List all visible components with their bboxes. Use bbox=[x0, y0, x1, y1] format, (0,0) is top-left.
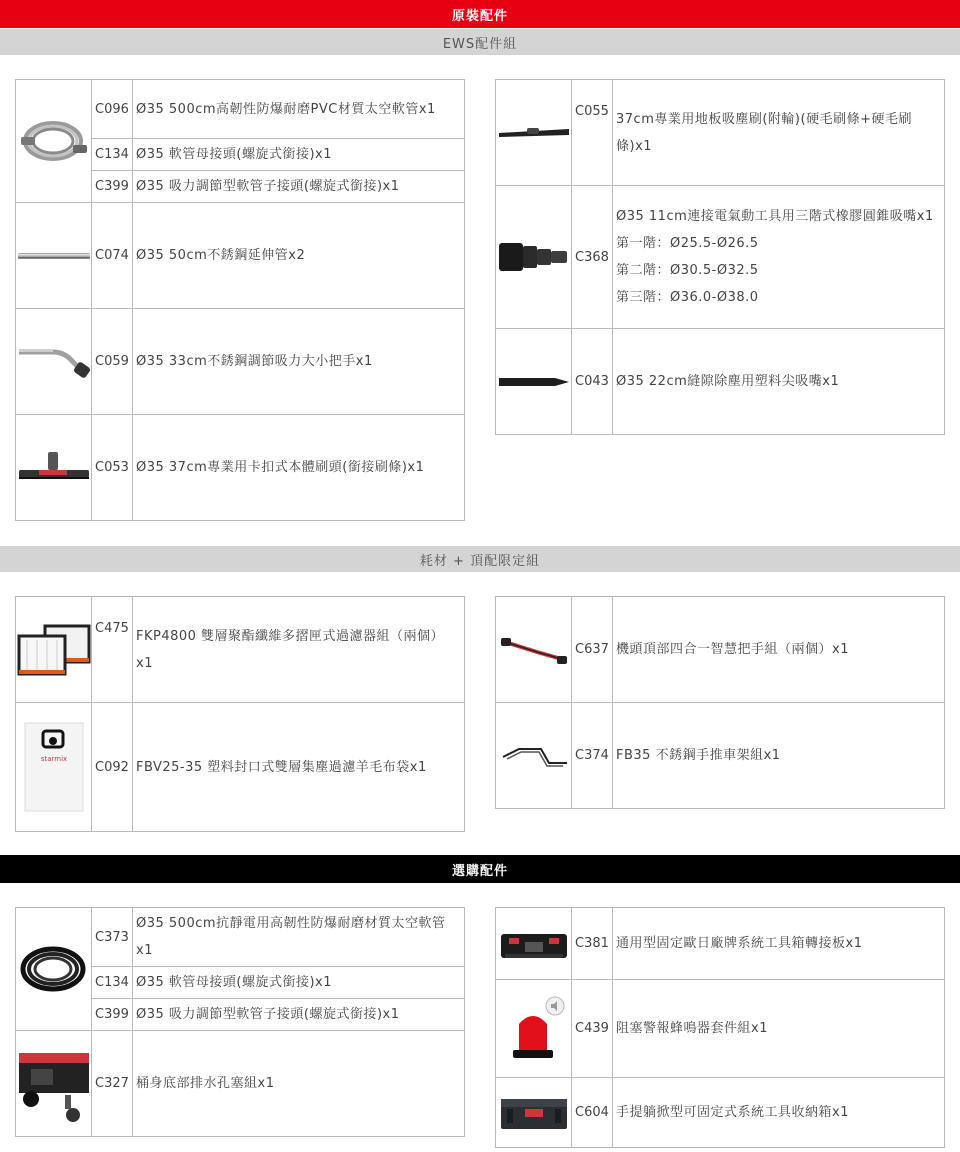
ews-left-table bbox=[15, 79, 465, 521]
product-code: C373 bbox=[92, 908, 133, 967]
coiled-hose-icon bbox=[16, 80, 92, 203]
optional-right-table bbox=[495, 907, 945, 1148]
consumables-left-table bbox=[15, 596, 465, 832]
product-code: C604 bbox=[572, 1078, 613, 1148]
product-code: C439 bbox=[572, 980, 613, 1078]
consumables-right-table bbox=[495, 596, 945, 809]
product-description: Ø35 50cm不銹鋼延伸管x2 bbox=[133, 203, 465, 309]
product-code: C327 bbox=[92, 1031, 133, 1137]
trolley-frame-icon bbox=[496, 703, 572, 809]
product-description: 機頭頂部四合一智慧把手組（兩個）x1 bbox=[613, 597, 945, 703]
product-code: C381 bbox=[572, 908, 613, 980]
product-code: C059 bbox=[92, 309, 133, 415]
product-code: C475 bbox=[92, 597, 133, 703]
product-description: FBV25-35 塑料封口式雙層集塵過濾羊毛布袋x1 bbox=[133, 703, 465, 832]
genuine-accessories-header: 原裝配件 bbox=[0, 0, 960, 28]
nozzle-step-3: 第三階：Ø36.0-Ø38.0 bbox=[616, 290, 759, 305]
rubber-cone-nozzle-icon bbox=[496, 186, 572, 329]
product-code: C053 bbox=[92, 415, 133, 521]
systainer-box-icon bbox=[496, 1078, 572, 1148]
floor-brush-strip-icon bbox=[496, 80, 572, 186]
consumables-header: 耗材 + 頂配限定組 bbox=[0, 546, 960, 572]
product-code: C092 bbox=[92, 703, 133, 832]
antistatic-hose-icon bbox=[16, 908, 92, 1031]
crevice-nozzle-icon bbox=[496, 329, 572, 435]
floor-brush-icon bbox=[16, 415, 92, 521]
product-code: C055 bbox=[572, 80, 613, 186]
product-code: C074 bbox=[92, 203, 133, 309]
fleece-dust-bag-icon bbox=[16, 703, 92, 832]
product-description: Ø35 吸力調節型軟管子接頭(螺旋式銜接)x1 bbox=[133, 999, 465, 1031]
product-code: C134 bbox=[92, 967, 133, 999]
product-description: Ø35 吸力調節型軟管子接頭(螺旋式銜接)x1 bbox=[133, 171, 465, 203]
product-code: C399 bbox=[92, 999, 133, 1031]
extension-tube-icon bbox=[16, 203, 92, 309]
product-description: 通用型固定歐日廠牌系統工具箱轉接板x1 bbox=[613, 908, 945, 980]
product-description: FB35 不銹鋼手推車架組x1 bbox=[613, 703, 945, 809]
optional-left-table bbox=[15, 907, 465, 1137]
product-description: Ø35 500cm高韌性防爆耐磨PVC材質太空軟管x1 bbox=[133, 80, 465, 139]
product-code: C134 bbox=[92, 139, 133, 171]
product-code: C043 bbox=[572, 329, 613, 435]
product-description: Ø35 軟管母接頭(螺旋式銜接)x1 bbox=[133, 139, 465, 171]
cartridge-filter-icon bbox=[16, 597, 92, 703]
ews-set-header: EWS配件組 bbox=[0, 29, 960, 55]
product-description: Ø35 33cm不銹鋼調節吸力大小把手x1 bbox=[133, 309, 465, 415]
product-description: 37cm專業用地板吸塵刷(附輪)(硬毛刷條+硬毛刷條)x1 bbox=[613, 80, 945, 186]
smart-handle-icon bbox=[496, 597, 572, 703]
product-description: 阻塞警報蜂鳴器套件組x1 bbox=[613, 980, 945, 1078]
product-description: 手提躺掀型可固定式系統工具收納箱x1 bbox=[613, 1078, 945, 1148]
product-code: C637 bbox=[572, 597, 613, 703]
product-description: Ø35 37cm專業用卡扣式本體刷頭(銜接刷條)x1 bbox=[133, 415, 465, 521]
ews-right-table bbox=[495, 79, 945, 435]
product-code: C096 bbox=[92, 80, 133, 139]
product-description: FKP4800 雙層聚酯纖維多摺匣式過濾器組（兩個）x1 bbox=[133, 597, 465, 703]
product-description: Ø35 軟管母接頭(螺旋式銜接)x1 bbox=[133, 967, 465, 999]
nozzle-step-1: 第一階：Ø25.5-Ø26.5 bbox=[616, 236, 759, 251]
adapter-plate-icon bbox=[496, 908, 572, 980]
drain-plug-icon bbox=[16, 1031, 92, 1137]
alarm-beacon-icon bbox=[496, 980, 572, 1078]
product-description: Ø35 22cm縫隙除塵用塑料尖吸嘴x1 bbox=[613, 329, 945, 435]
product-description: Ø35 11cm連接電氣動工具用三階式橡膠圓錐吸嘴x1 第一階：Ø25.5-Ø26.5 第二階：Ø30.5-Ø32.5 第三階：Ø36.0-Ø38.0 bbox=[613, 186, 945, 329]
product-code: C374 bbox=[572, 703, 613, 809]
starmix-logo: starmix bbox=[40, 755, 67, 763]
product-description: 桶身底部排水孔塞組x1 bbox=[133, 1031, 465, 1137]
product-code: C368 bbox=[572, 186, 613, 329]
optional-accessories-header: 選購配件 bbox=[0, 855, 960, 883]
handle-wand-icon bbox=[16, 309, 92, 415]
product-code: C399 bbox=[92, 171, 133, 203]
product-description: Ø35 500cm抗靜電用高韌性防爆耐磨材質太空軟管x1 bbox=[133, 908, 465, 967]
nozzle-step-2: 第二階：Ø30.5-Ø32.5 bbox=[616, 263, 759, 278]
